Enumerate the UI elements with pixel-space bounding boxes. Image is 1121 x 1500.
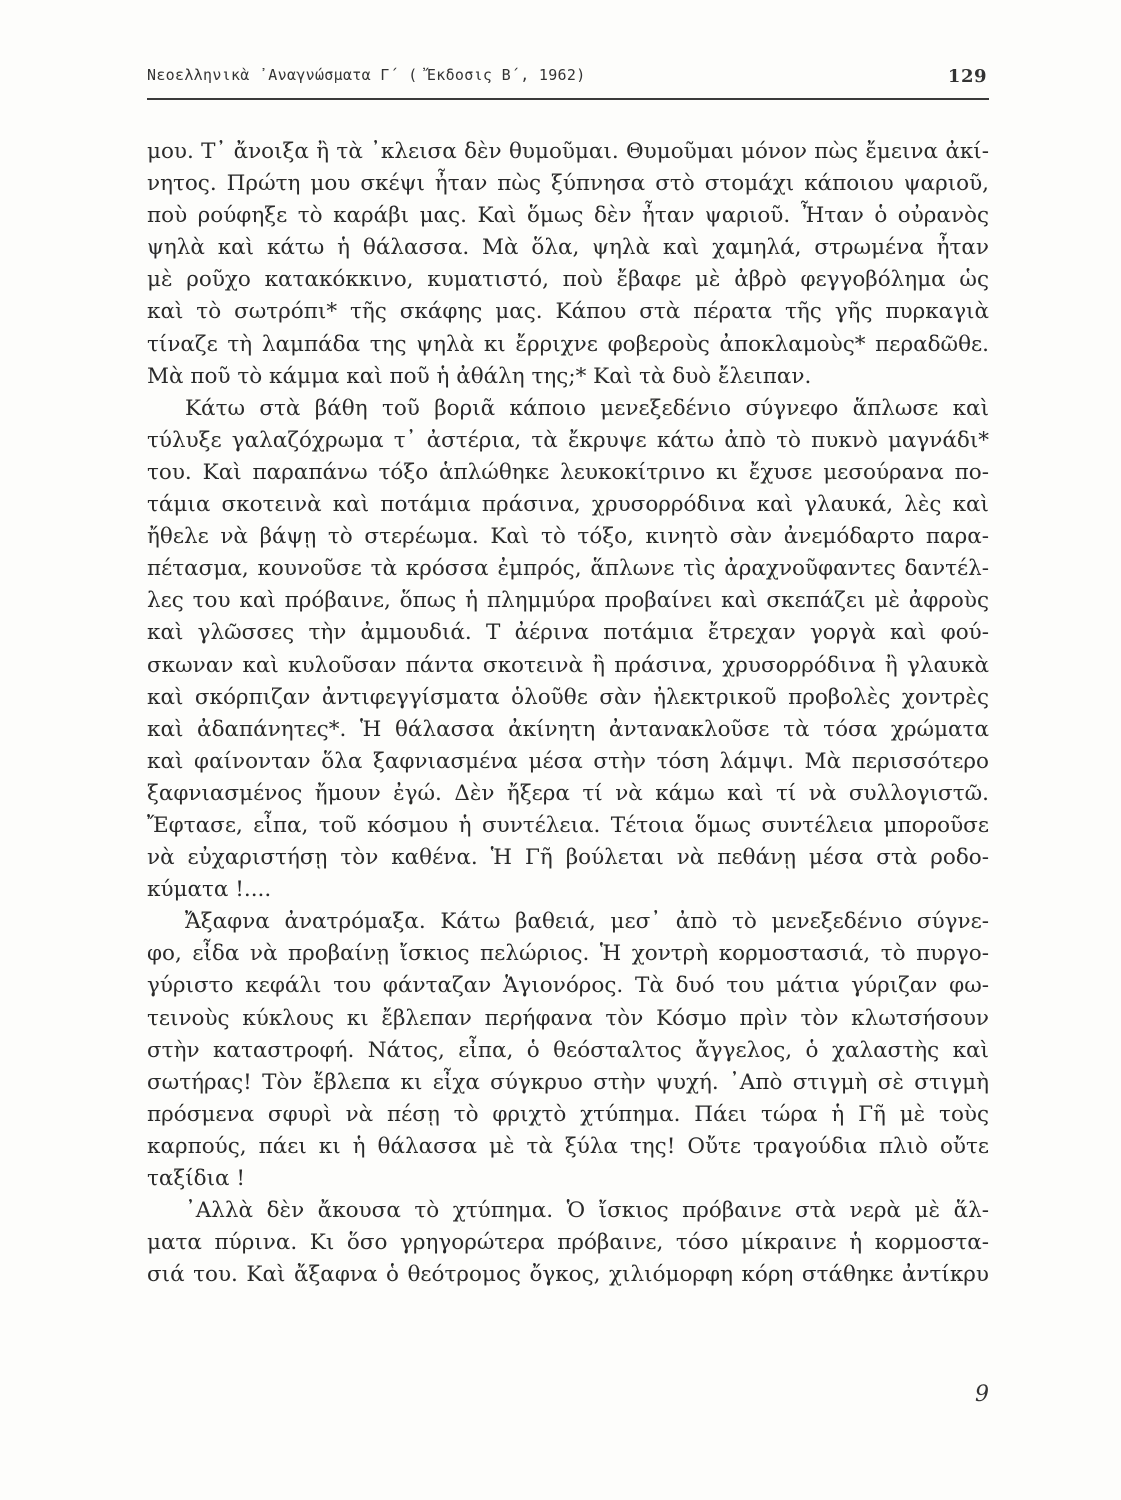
running-head-title: Νεοελληνικὰ ᾿Αναγνώσματα Γ΄ ( Ἔκδοσις Β΄, 1962): [147, 66, 586, 84]
text-line: Ἄξαφνα ἀνατρόμαξα. Κάτω βαθειά, μεσ᾿ ἀπὸ τὸ μενεξεδένιο σύγνε-: [185, 909, 989, 935]
text-line: γύριστο κεφάλι του φάνταζαν Ἁγιονόρος. Τὰ δυό του μάτια γύριζαν φω-: [147, 973, 989, 999]
text-line: Μὰ ποῦ τὸ κάμμα καὶ ποῦ ἡ ἀθάλη της;* Καὶ τὰ δυὸ ἔλειπαν.: [147, 363, 812, 389]
text-line: πέτασμα, κουνοῦσε τὰ κρόσσα ἐμπρός, ἅπλωνε τὶς ἀραχνοῦφαντες δαντέλ-: [147, 556, 989, 582]
text-line: κύματα !....: [147, 877, 272, 903]
text-line: ἤθελε νὰ βάψῃ τὸ στερέωμα. Καὶ τὸ τόξο, κινητὸ σὰν ἀνεμόδαρτο παρα-: [147, 524, 989, 550]
text-line: ματα πύρινα. Κι ὅσο γρηγορώτερα πρόβαινε, τόσο μίκραινε ἡ κορμοστα-: [147, 1230, 989, 1256]
page-number: 129: [947, 66, 987, 87]
text-line: καὶ ἀδαπάνητες*. Ἡ θάλασσα ἀκίνητη ἀντανακλοῦσε τὰ τόσα χρώματα: [147, 716, 989, 742]
text-line: τύλυξε γαλαζόχρωμα τ᾿ ἀστέρια, τὰ ἔκρυψε κάτω ἀπὸ τὸ πυκνὸ μαγνάδι*: [147, 427, 989, 453]
text-line: λες του καὶ πρόβαινε, ὅπως ἡ πλημμύρα προβαίνει καὶ σκεπάζει μὲ ἀφροὺς: [147, 588, 989, 614]
text-line: ψηλὰ καὶ κάτω ἡ θάλασσα. Μὰ ὅλα, ψηλὰ καὶ χαμηλά, στρωμένα ἦταν: [147, 235, 989, 261]
printer-signature-mark: 9: [975, 1382, 989, 1407]
text-line: νητος. Πρώτη μου σκέψι ἦταν πὼς ξύπνησα στὸ στομάχι κάποιου ψαριοῦ,: [147, 171, 989, 197]
text-line: ποὺ ρούφηξε τὸ καράβι μας. Καὶ ὅμως δὲν ἦταν ψαριοῦ. Ἦταν ὁ οὐρανὸς: [147, 203, 989, 229]
text-line: καὶ σκόρπιζαν ἀντιφεγγίσματα ὁλοῦθε σὰν ἠλεκτρικοῦ προβολὲς χοντρὲς: [147, 684, 989, 710]
text-line: Κάτω στὰ βάθη τοῦ βοριᾶ κάποιο μενεξεδένιο σύγνεφο ἅπλωσε καὶ: [185, 395, 989, 421]
text-line: καὶ φαίνονταν ὅλα ξαφνιασμένα μέσα στὴν τόση λάμψι. Μὰ περισσότερο: [147, 748, 989, 774]
body-text: [147, 136, 989, 1291]
text-line: σκωναν καὶ κυλοῦσαν πάντα σκοτεινὰ ἢ πράσινα, χρυσορρόδινα ἢ γλαυκὰ: [147, 652, 989, 678]
text-line: καὶ τὸ σωτρόπι* τῆς σκάφης μας. Κάπου στὰ πέρατα τῆς γῆς πυρκαγιὰ: [147, 299, 989, 325]
text-line: μου. Τ᾿ ἄνοιξα ἢ τὰ ᾿κλεισα δὲν θυμοῦμαι. Θυμοῦμαι μόνον πὼς ἔμεινα ἀκί-: [147, 139, 989, 164]
running-head: [147, 66, 987, 96]
text-line: τεινοὺς κύκλους κι ἔβλεπαν περήφανα τὸν Κόσμο πρὶν τὸν κλωτσήσουν: [147, 1005, 989, 1031]
text-line: μὲ ροῦχο κατακόκκινο, κυματιστό, ποὺ ἔβαφε μὲ ἀβρὸ φεγγοβόλημα ὡς: [147, 267, 989, 293]
text-line: σιά του. Καὶ ἄξαφνα ὁ θεότρομος ὄγκος, χιλιόμορφη κόρη στάθηκε ἀντίκρυ: [147, 1262, 989, 1288]
header-rule: [147, 98, 989, 100]
text-line: τίναζε τὴ λαμπάδα της ψηλὰ κι ἔρριχνε φοβεροὺς ἀποκλαμοὺς* περαδῶθε.: [147, 331, 989, 357]
text-line: σωτήρας! Τὸν ἔβλεπα κι εἶχα σύγκρυο στὴν ψυχή. ᾿Απὸ στιγμὴ σὲ στιγμὴ: [147, 1069, 989, 1095]
text-line: ᾿Αλλὰ δὲν ἄκουσα τὸ χτύπημα. Ὁ ἴσκιος πρόβαινε στὰ νερὰ μὲ ἅλ-: [185, 1198, 989, 1224]
text-line: του. Καὶ παραπάνω τόξο ἁπλώθηκε λευκοκίτρινο κι ἔχυσε μεσούρανα πο-: [147, 459, 989, 485]
text-line: Ἔφτασε, εἶπα, τοῦ κόσμου ἡ συντέλεια. Τέτοια ὅμως συντέλεια μποροῦσε: [147, 812, 989, 838]
text-line: φο, εἶδα νὰ προβαίνῃ ἴσκιος πελώριος. Ἡ χοντρὴ κορμοστασιά, τὸ πυργο-: [147, 941, 989, 967]
text-line: ξαφνιασμένος ἤμουν ἐγώ. Δὲν ἤξερα τί νὰ κάμω καὶ τί νὰ συλλογιστῶ.: [147, 780, 989, 806]
text-line: νὰ εὐχαριστήσῃ τὸν καθένα. Ἡ Γῆ βούλεται νὰ πεθάνῃ μέσα στὰ ροδο-: [147, 845, 989, 871]
text-line: καρπούς, πάει κι ἡ θάλασσα μὲ τὰ ξύλα της! Οὔτε τραγούδια πλιὸ οὔτε: [147, 1133, 989, 1159]
text-line: στὴν καταστροφή. Νάτος, εἶπα, ὁ θεόσταλτος ἄγγελος, ὁ χαλαστὴς καὶ: [147, 1037, 989, 1063]
text-line: ταξίδια !: [147, 1166, 246, 1191]
text-line: τάμια σκοτεινὰ καὶ ποτάμια πράσινα, χρυσορρόδινα καὶ γλαυκά, λὲς καὶ: [147, 492, 989, 518]
text-line: καὶ γλῶσσες τὴν ἀμμουδιά. Τ ἀέρινα ποτάμια ἔτρεχαν γοργὰ καὶ φού-: [147, 620, 989, 646]
text-line: πρόσμενα σφυρὶ νὰ πέσῃ τὸ φριχτὸ χτύπημα. Πάει τώρα ἡ Γῆ μὲ τοὺς: [147, 1101, 989, 1127]
